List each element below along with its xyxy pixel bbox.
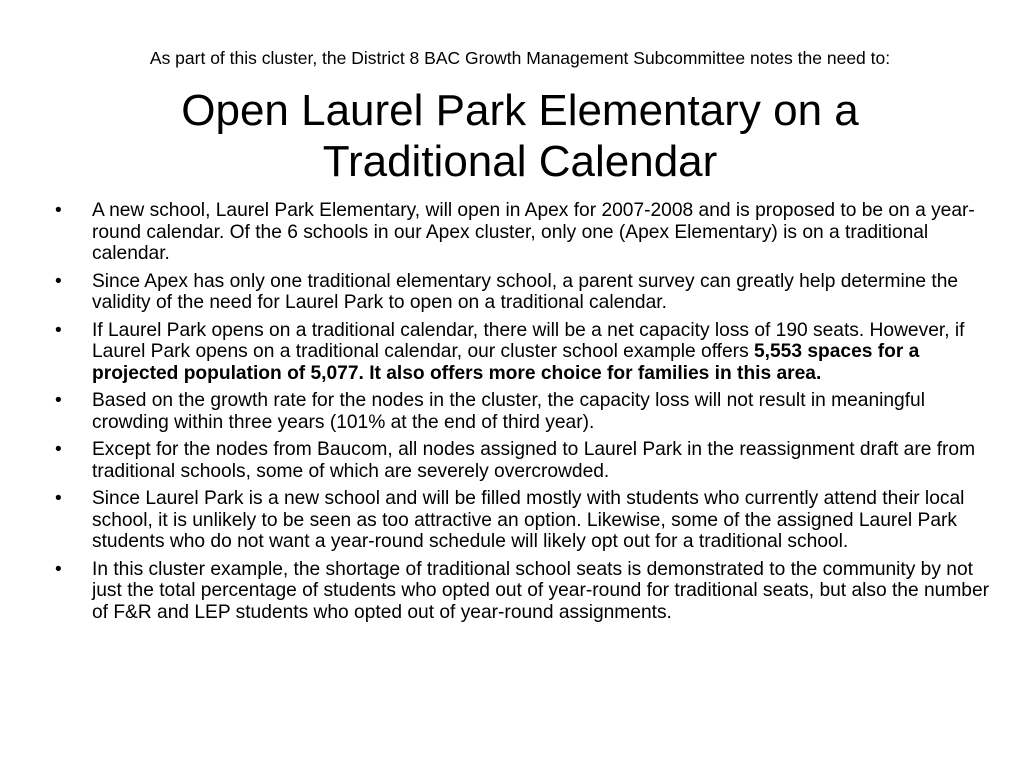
bullet-dot-icon: • xyxy=(55,439,62,460)
bullet-text: Since Apex has only one traditional elementary school, a parent survey can greatly help determine the validity of the need for Laurel Park to open on a traditional calendar. xyxy=(92,270,959,313)
bullet-list xyxy=(50,200,990,629)
bullet-dot-icon: • xyxy=(55,390,62,411)
bullet-text: A new school, Laurel Park Elementary, will open in Apex for 2007-2008 and is proposed to be on a year-round calendar. Of the 6 schools in our Apex cluster, only one (Apex Elementary) is on a traditional calendar. xyxy=(92,200,975,264)
bullet-dot-icon: • xyxy=(55,270,62,292)
bullet-item xyxy=(50,559,990,624)
bullet-text: In this cluster example, the shortage of traditional school seats is demonstrated to the community by not just the total percentage of students who opted out of year-round for traditional seats, but also the number of F&R and LEP students who opted out of year-round assignments. xyxy=(92,558,990,623)
bullet-item xyxy=(50,200,990,265)
bullet-dot-icon: • xyxy=(55,319,62,341)
bullet-item xyxy=(50,271,990,314)
bullet-text: If Laurel Park opens on a traditional calendar, there will be a net capacity loss of 190 seats. However, if Laurel Park opens on a traditional calendar, our cluster school example offers xyxy=(92,319,965,362)
bullet-text: Since Laurel Park is a new school and will be filled mostly with students who currently attend their local school, it is unlikely to be seen as too attractive an option. Likewise, some of the assigned Laurel Park students who do not want a year-round schedule will likely opt out for a traditional school. xyxy=(92,488,965,552)
slide-title: Open Laurel Park Elementary on a Traditional Calendar xyxy=(181,86,859,186)
bullet-item xyxy=(50,390,990,433)
bullet-item xyxy=(50,320,990,385)
bullet-dot-icon: • xyxy=(55,200,62,221)
bullet-dot-icon: • xyxy=(55,488,62,509)
bullet-item xyxy=(50,439,990,482)
slide-subtitle: As part of this cluster, the District 8 BAC Growth Management Subcommittee notes the need to: xyxy=(149,48,891,68)
bullet-text: Except for the nodes from Baucom, all nodes assigned to Laurel Park in the reassignment draft are from traditional schools, some of which are severely overcrowded. xyxy=(92,439,976,482)
bullet-bold-text: 5,553 spaces for a projected population of 5,077. It also offers more choice for families in this area. xyxy=(92,341,920,384)
bullet-text: Based on the growth rate for the nodes in the cluster, the capacity loss will not result in meaningful crowding within three years (101% at the end of third year). xyxy=(92,390,925,433)
bullet-dot-icon: • xyxy=(55,558,62,580)
bullet-item xyxy=(50,488,990,553)
